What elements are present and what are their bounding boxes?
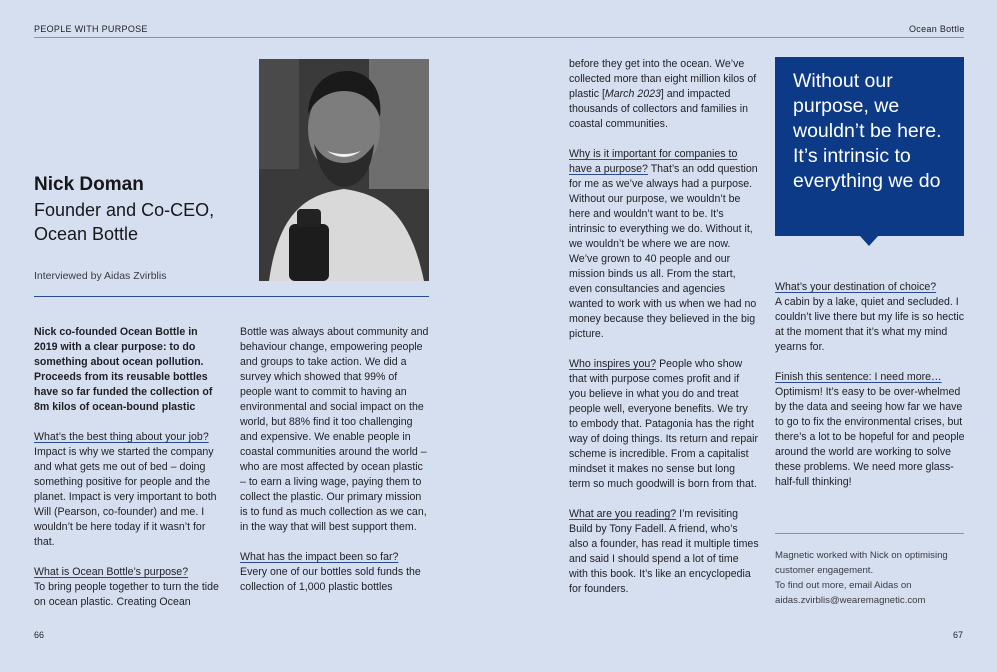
answer-need-more: Optimism! It’s easy to be over-whelmed by the data and seeing how far we have to go to fix the environmental crises, but there’s a lot to be hopeful for and people around the world are working to solve these problems. We need more glass-half-full thinking! xyxy=(775,386,965,488)
footer-note-line-1: Magnetic worked with Nick on optimising customer engagement. xyxy=(775,550,948,576)
question-purpose: What is Ocean Bottle’s purpose? xyxy=(34,566,189,578)
role-line-2: Ocean Bottle xyxy=(34,224,139,244)
question-destination: What’s your destination of choice? xyxy=(775,281,937,293)
impact-continued: before they get into the ocean. We’ve collected more than eight million kilos of plastic [March 2023] and impacted thousands of collectors and families in coastal communities. xyxy=(569,58,757,130)
answer-reading: I’m revisiting Build by Tony Fadell. A friend, who’s also a founder, has read it multiple times and said I should spend a lot of time with this book. It’s like an encyclopedia for founders. xyxy=(569,508,759,595)
role-line-1: Founder and Co-CEO, xyxy=(34,200,215,220)
footer-note-contact: To find out more, email Aidas on aidas.zvirblis@wearemagnetic.com xyxy=(775,580,926,606)
page-number-left: 66 xyxy=(34,630,45,640)
footer-note xyxy=(775,548,965,608)
answer-why-purpose: That’s an odd question for me as we’ve always had a purpose. Without our purpose, we wouldn’t be here and wouldn’t want to be. It’s intrinsic to everything we do. Without it, we wouldn’t be where we are now. We’ve grown to 40 people and our mission binds us all. From the start, even consultancies and agencies wanted to work with us when we had no money because they believed in the big picture. xyxy=(569,163,758,340)
question-reading: What are you reading? xyxy=(569,508,677,520)
column-4 xyxy=(775,280,965,505)
column-3 xyxy=(569,57,759,612)
qa-need-more xyxy=(775,370,965,490)
publication-label: Ocean Bottle xyxy=(909,24,965,34)
pull-quote-text: Without our purpose, we wouldn’t be here. It’s intrinsic to everything we do xyxy=(793,70,942,192)
question-why-purpose: Why is it important for companies to have a purpose? xyxy=(569,148,738,175)
column-2 xyxy=(240,325,430,610)
qa-impact xyxy=(240,550,430,595)
qa-destination xyxy=(775,280,965,355)
interviewee-name: Nick Doman xyxy=(34,174,144,195)
qa-why-purpose xyxy=(569,147,759,342)
purpose-continued: Bottle was always about community and behaviour change, empowering people and groups to take action. We did a survey which showed that 99% of people want to commit to having an environmental and social impact on the world, but 88% find it too challenging and expensive. We enable people in coastal communities around the world – who are most affected by ocean plastic – to earn a living wage, paying them to collect the plastic. Our primary mission is to fund as much collection as we can, in the way that will best support them. xyxy=(240,326,429,533)
question-inspires: Who inspires you? xyxy=(569,358,657,370)
qa-inspires xyxy=(569,357,759,492)
answer-inspires: People who show that with purpose comes profit and if you believe in what you do and treat people well, everyone benefits. We try to embody that. Patagonia has the right way of doing things. Its return and repair scheme is incredible. From a capitalist mindset it makes no sense but long term so much goodwill is born from that. xyxy=(569,358,759,490)
section-label: PEOPLE WITH PURPOSE xyxy=(34,24,148,34)
answer-impact: Every one of our bottles sold funds the collection of 1,000 plastic bottles xyxy=(240,566,421,593)
answer-purpose: To bring people together to turn the tide on ocean plastic. Creating Ocean xyxy=(34,581,219,608)
column-1 xyxy=(34,325,224,625)
qa-reading xyxy=(569,507,759,597)
answer-best-thing: Impact is why we started the company and what gets me out of bed – doing something positive for people and the planet. Impact is very important to both Will (Pearson, co-founder) and me. I wouldn’t be here today if it wasn’t for that. xyxy=(34,446,217,548)
question-need-more: Finish this sentence: I need more… xyxy=(775,371,942,383)
question-best-thing: What’s the best thing about your job? xyxy=(34,431,209,443)
page-number-right: 67 xyxy=(953,630,964,640)
answer-destination: A cabin by a lake, quiet and secluded. I couldn’t live there but my life is so hectic at the moment that it’s what my mind yearns for. xyxy=(775,296,965,353)
question-impact: What has the impact been so far? xyxy=(240,551,399,563)
qa-purpose xyxy=(34,565,224,610)
header-rule xyxy=(34,37,964,38)
intro-rule xyxy=(34,296,429,297)
portrait-photo xyxy=(259,59,429,281)
qa-best-thing xyxy=(34,430,224,550)
interviewee-role xyxy=(34,198,214,246)
interviewer-credit: Interviewed by Aidas Zvirblis xyxy=(34,270,167,282)
date-note: March 2023 xyxy=(604,88,661,100)
footer-note-rule xyxy=(775,533,964,534)
pull-quote xyxy=(775,57,964,236)
standfirst: Nick co-founded Ocean Bottle in 2019 with a clear purpose: to do something about ocean pollution. Proceeds from its reusable bottles have so far funded the collection of 8m kilos of ocean-bound plastic xyxy=(34,326,213,413)
pull-quote-pointer xyxy=(860,236,878,246)
